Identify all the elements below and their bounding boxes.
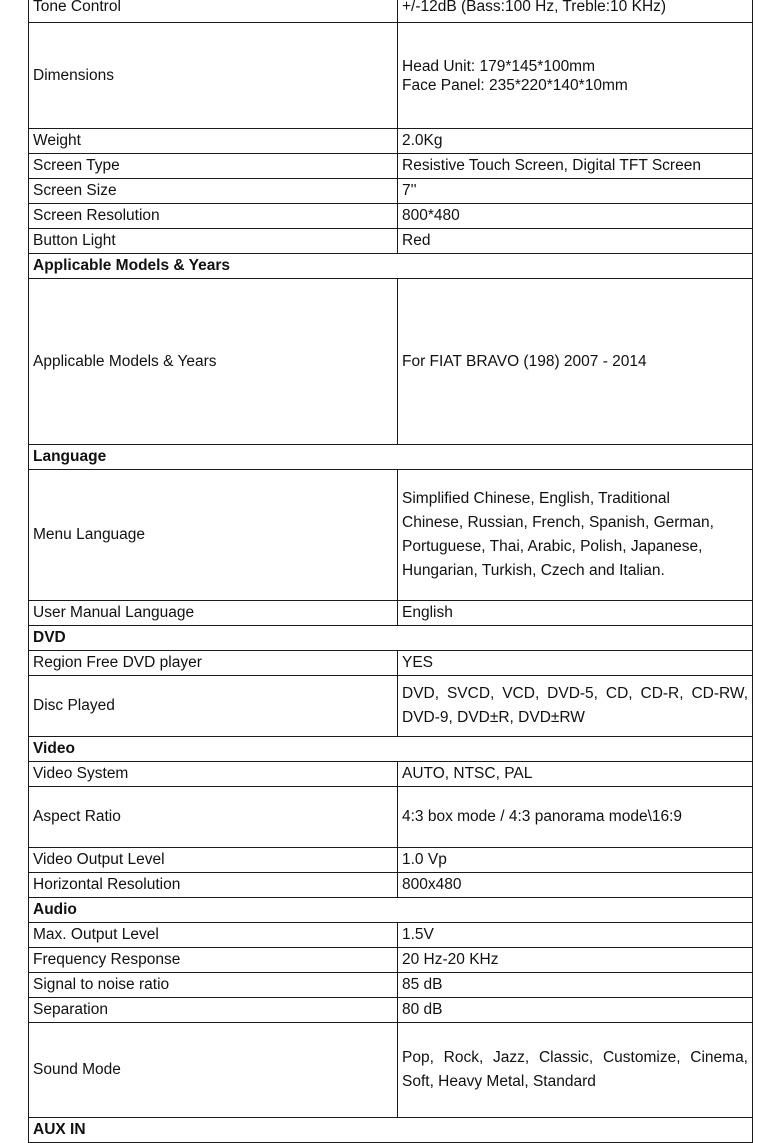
table-row [29,204,753,229]
table-row [29,279,753,445]
spec-value-line: Head Unit: 179*145*100mm [402,57,596,75]
spec-value: Pop, Rock, Jazz, Classic, Customize, Cinema, Soft, Heavy Metal, Standard [398,1023,753,1118]
spec-label: Screen Size [29,179,398,204]
spec-value: 80 dB [398,998,753,1023]
spec-value: 4:3 box mode / 4:3 panorama mode\16:9 [398,787,753,848]
table-row [29,676,753,737]
spec-value-line: Hungarian, Turkish, Czech and Italian. [402,562,665,579]
spec-label: Video Output Level [29,848,398,873]
spec-value: 1.5V [398,923,753,948]
spec-value: YES [398,651,753,676]
spec-label: Applicable Models & Years [29,279,398,445]
spec-label: User Manual Language [29,601,398,626]
section-header [29,737,753,762]
spec-table [28,0,753,1143]
spec-value: 2.0Kg [398,129,753,154]
table-row [29,601,753,626]
section-header [29,626,753,651]
spec-label: Button Light [29,229,398,254]
spec-label: Screen Resolution [29,204,398,229]
spec-label: Disc Played [29,676,398,737]
spec-label: Menu Language [29,470,398,601]
spec-label: Max. Output Level [29,923,398,948]
table-row [29,1023,753,1118]
spec-label: Dimensions [29,23,398,129]
section-header [29,254,753,279]
spec-label: Sound Mode [29,1023,398,1118]
spec-value: DVD, SVCD, VCD, DVD-5, CD, CD-R, CD-RW, DVD-9, DVD±R, DVD±RW [398,676,753,737]
section-header [29,445,753,470]
spec-value [398,470,753,601]
spec-value [398,23,753,129]
spec-value: 800x480 [398,873,753,898]
table-row [29,923,753,948]
spec-value: For FIAT BRAVO (198) 2007 - 2014 [398,279,753,445]
table-row [29,470,753,601]
spec-value: AUTO, NTSC, PAL [398,762,753,787]
section-title: Applicable Models & Years [29,254,753,279]
table-row [29,179,753,204]
spec-value: English [398,601,753,626]
table-row [29,154,753,179]
spec-value: 800*480 [398,204,753,229]
spec-value: +/-12dB (Bass:100 Hz, Treble:10 KHz) [398,0,753,23]
section-title: DVD [29,626,753,651]
spec-value: 7'' [398,179,753,204]
table-row [29,229,753,254]
spec-label: Frequency Response [29,948,398,973]
section-title: AUX IN [29,1118,753,1143]
table-row [29,948,753,973]
spec-label: Horizontal Resolution [29,873,398,898]
spec-label: Aspect Ratio [29,787,398,848]
section-title: Audio [29,898,753,923]
table-row [29,873,753,898]
table-row [29,998,753,1023]
section-header [29,898,753,923]
spec-label: Separation [29,998,398,1023]
spec-label: Screen Type [29,154,398,179]
spec-value: Resistive Touch Screen, Digital TFT Screen [398,154,753,179]
table-row [29,651,753,676]
spec-value: 85 dB [398,973,753,998]
spec-label: Video System [29,762,398,787]
spec-value-line: Face Panel: 235*220*140*10mm [402,76,628,94]
table-row [29,787,753,848]
spec-value-line: Portuguese, Thai, Arabic, Polish, Japanese, [402,538,703,555]
table-row [29,23,753,129]
spec-value: 20 Hz-20 KHz [398,948,753,973]
spec-label: Weight [29,129,398,154]
spec-label: Signal to noise ratio [29,973,398,998]
spec-value-line: Simplified Chinese, English, Traditional [402,490,670,507]
section-title: Language [29,445,753,470]
table-row [29,762,753,787]
table-row [29,848,753,873]
spec-label: Region Free DVD player [29,651,398,676]
spec-label: Tone Control [29,0,398,23]
table-row [29,973,753,998]
table-row [29,129,753,154]
spec-value: 1.0 Vp [398,848,753,873]
section-header [29,1118,753,1143]
spec-value-line: Chinese, Russian, French, Spanish, German, [402,514,714,531]
table-row [29,0,753,23]
spec-value: Red [398,229,753,254]
section-title: Video [29,737,753,762]
